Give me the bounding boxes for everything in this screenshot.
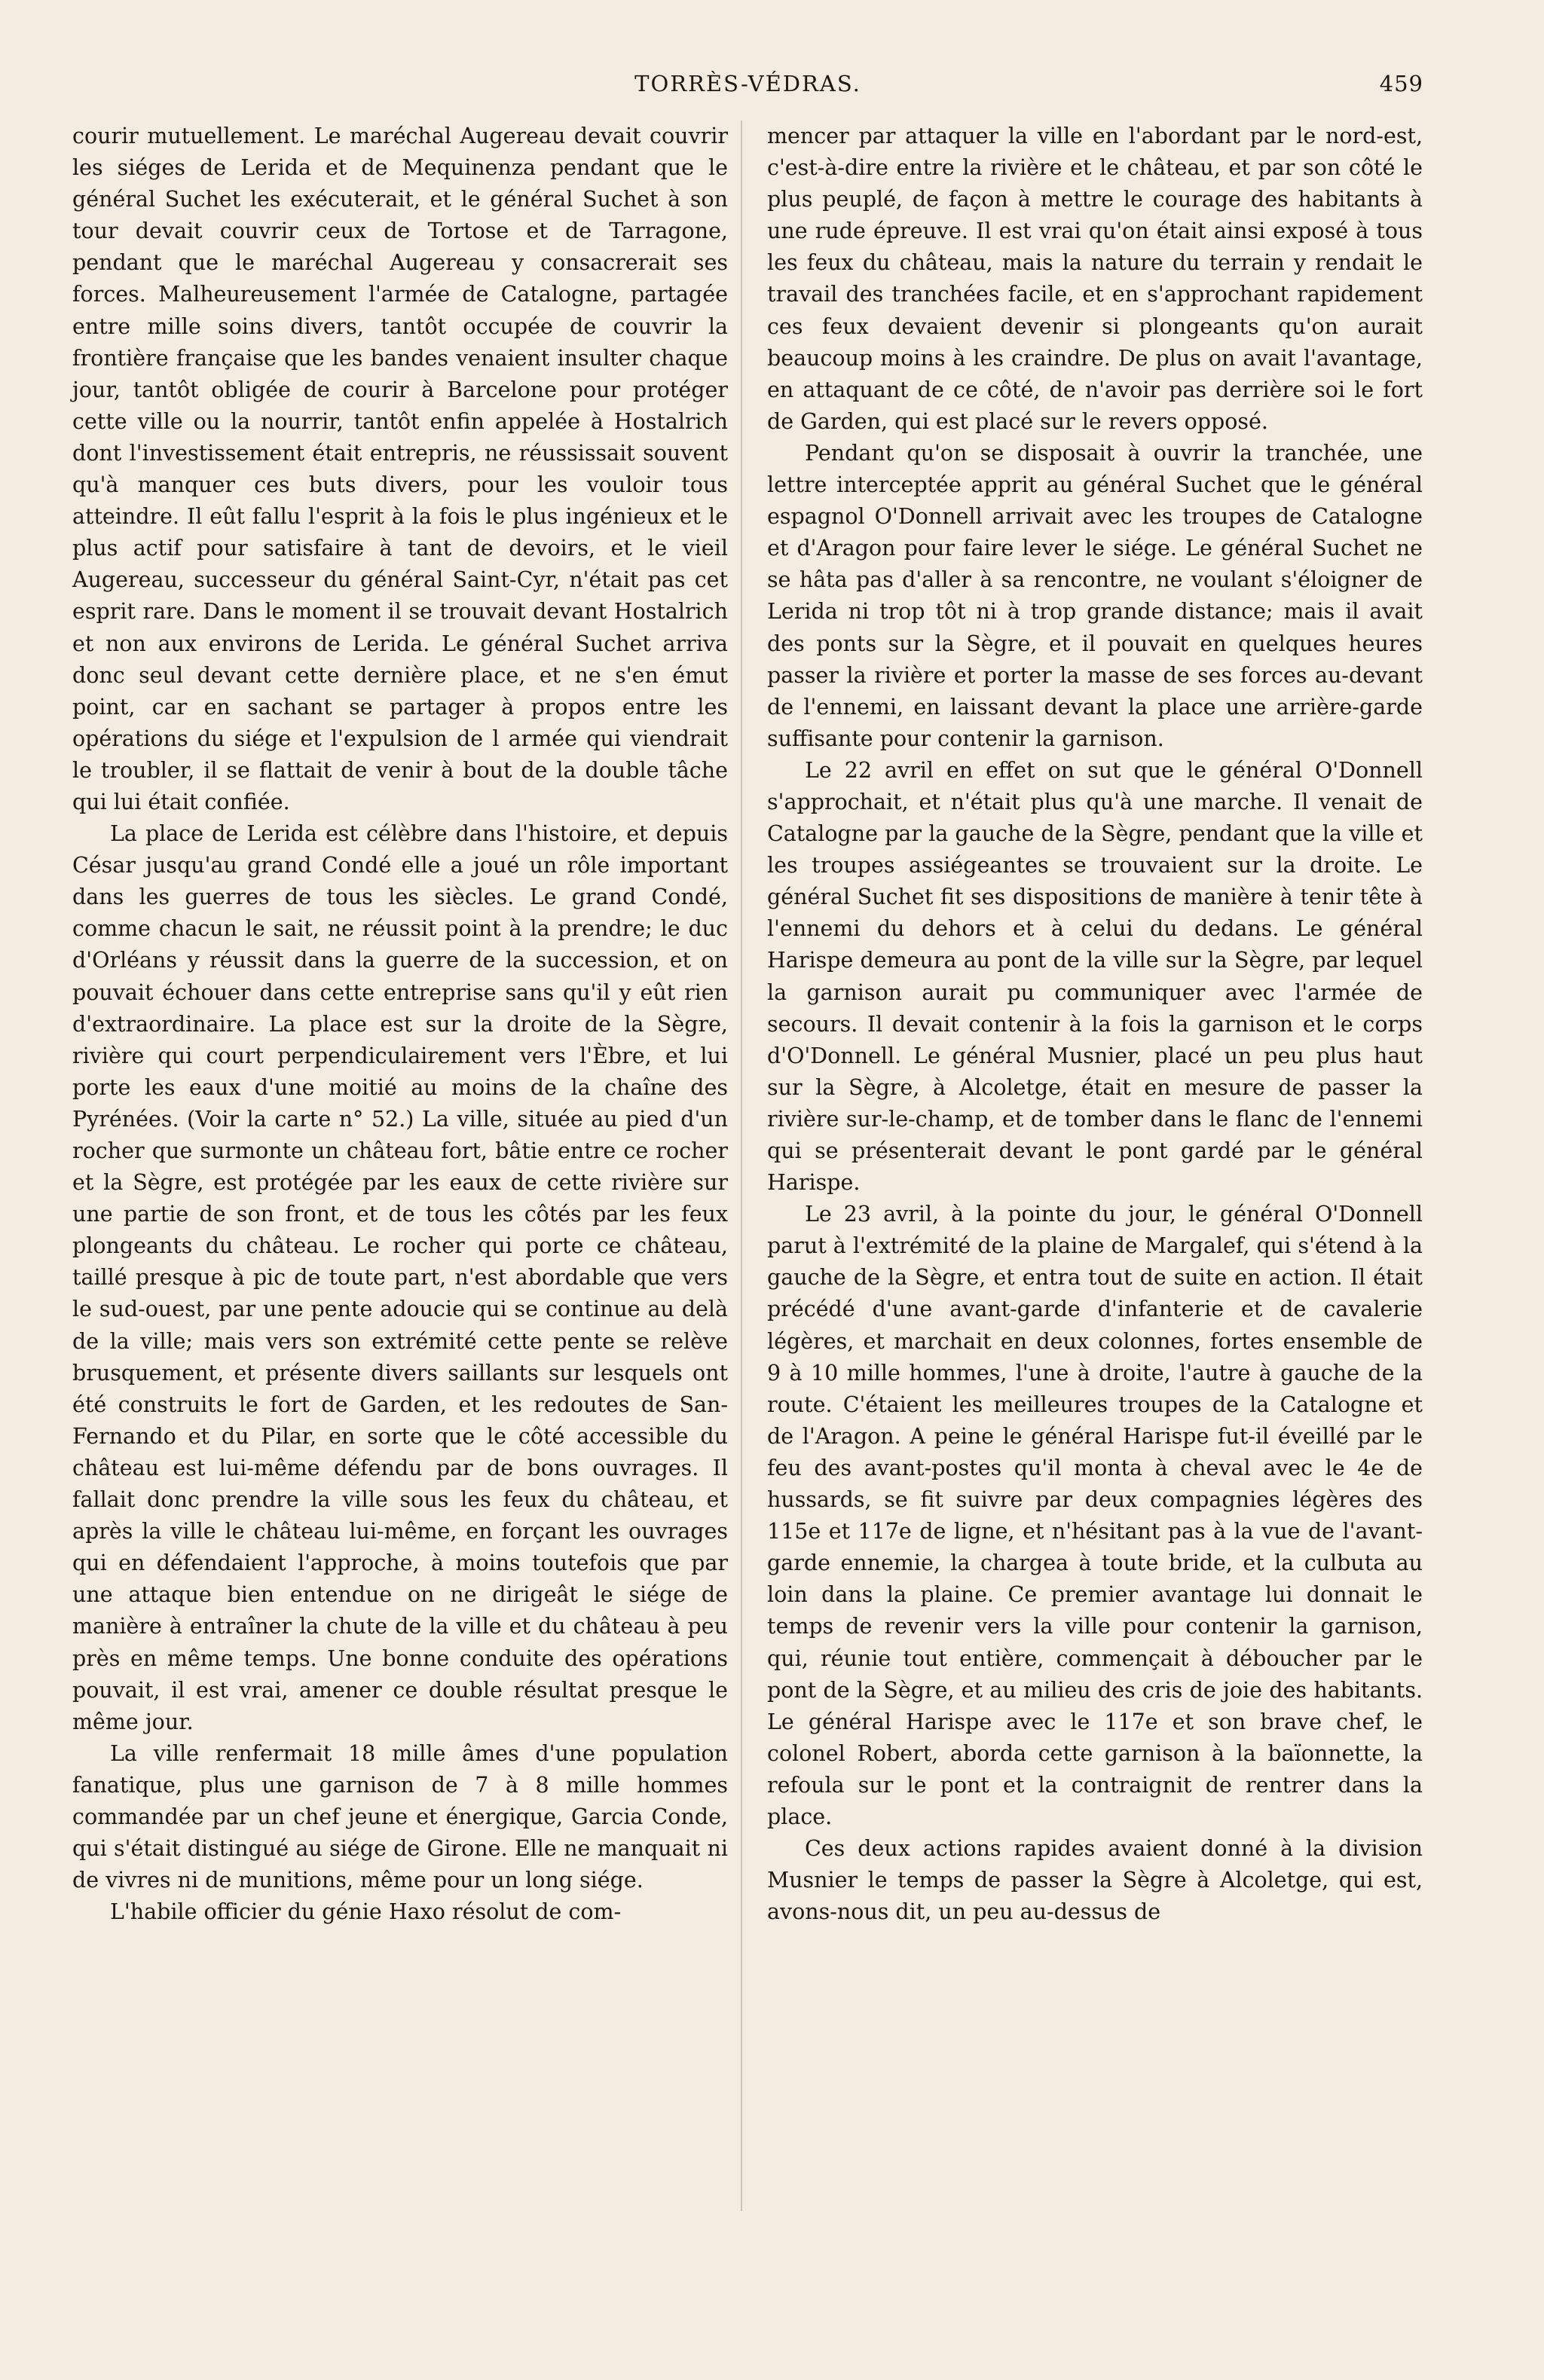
- paragraph: Le 22 avril en effet on sut que le général O'Donnell s'approchait, et n'était plus qu'à une marche. Il venait de Catalogne par la gauche de la Sègre, pendant que la ville et les troupes assiégeantes se trouvaient sur la droite. Le général Suchet fit ses dispositions de manière à tenir tête à l'ennemi du dehors et à celui du dedans. Le général Harispe demeura au pont de la ville sur la Sègre, par lequel la garnison aurait pu communiquer avec l'armée de secours. Il devait contenir à la fois la garnison et le corps d'O'Donnell. Le général Musnier, placé un peu plus haut sur la Sègre, à Alcoletge, était en mesure de passer la rivière sur-le-champ, et de tomber dans le flanc de l'ennemi qui se présenterait devant le pont gardé par le général Harispe.: [767, 757, 1423, 1196]
- running-head: [72, 71, 1423, 105]
- paragraph: La ville renfermait 18 mille âmes d'une population fanatique, plus une garnison de 7 à 8 mille hommes commandée par un chef jeune et énergique, Garcia Conde, qui s'était distingué au siége de Girone. Elle ne manquait ni de vivres ni de munitions, même pour un long siége.: [72, 1740, 728, 1893]
- paragraph: Pendant qu'on se disposait à ouvrir la tranchée, une lettre interceptée apprit au général Suchet que le général espagnol O'Donnell arrivait avec les troupes de Catalogne et d'Aragon pour faire lever le siége. Le général Suchet ne se hâta pas d'aller à sa rencontre, ne voulant s'éloigner de Lerida ni trop tôt ni à trop grande distance; mais il avait des ponts sur la Sègre, et il pouvait en quelques heures passer la rivière et porter la masse de ses forces au-devant de l'ennemi, en laissant devant la place une arrière-garde suffisante pour contenir la garnison.: [767, 440, 1423, 751]
- paragraph: mencer par attaquer la ville en l'abordant par le nord-est, c'est-à-dire entre la rivière et le château, et par son côté le plus peuplé, de façon à mettre le courage des habitants à une rude épreuve. Il est vrai qu'on était ainsi exposé à tous les feux du château, mais la nature du terrain y rendait le travail des tranchées facile, et en s'approchant rapidement ces feux devaient devenir si plongeants qu'on aurait beaucoup moins à les craindre. De plus on avait l'avantage, en attaquant de ce côté, de n'avoir pas derrière soi le fort de Garden, qui est placé sur le revers opposé.: [767, 124, 1423, 434]
- paragraph: courir mutuellement. Le maréchal Augereau devait couvrir les siéges de Lerida et de Mequinenza pendant que le général Suchet les exécuterait, et le général Suchet à son tour devait couvrir ceux de Tortose et de Tarragone, pendant que le maréchal Augereau y consacrerait ses forces. Malheureusement l'armée de Catalogne, partagée entre mille soins divers, tantôt occupée de couvrir la frontière française que les bandes venaient insulter chaque jour, tantôt obligée de courir à Barcelone pour protéger cette ville ou la nourrir, tantôt enfin appelée à Hostalrich dont l'investissement était entrepris, ne réussissait souvent qu'à manquer ces buts divers, pour les vouloir tous atteindre. Il eût fallu l'esprit à la fois le plus ingénieux et le plus actif pour satisfaire à tant de devoirs, et le vieil Augereau, successeur du général Saint-Cyr, n'était pas cet esprit rare. Dans le moment il se trouvait devant Hostalrich et non aux environs de Lerida. Le général Suchet arriva donc seul devant cette dernière place, et ne s'en émut point, car en sachant se partager à propos entre les opérations du siége et l'expulsion de l armée qui viendrait le troubler, il se flattait de venir à bout de la double tâche qui lui était confiée.: [72, 124, 728, 814]
- left-column: [72, 121, 728, 1928]
- paragraph: L'habile officier du génie Haxo résolut de com-: [110, 1899, 622, 1925]
- running-title: TORRÈS-VÉDRAS.: [634, 71, 861, 96]
- paragraph: La place de Lerida est célèbre dans l'histoire, et depuis César jusqu'au grand Condé elle a joué un rôle important dans les guerres de tous les siècles. Le grand Condé, comme chacun le sait, ne réussit point à la prendre; le duc d'Orléans y réussit dans la guerre de la succession, et on pouvait échouer dans cette entreprise sans qu'il y eût rien d'extraordinaire. La place est sur la droite de la Sègre, rivière qui court perpendiculairement vers l'Èbre, et lui porte les eaux d'une moitié au moins de la chaîne des Pyrénées. (Voir la carte n° 52.) La ville, située au pied d'un rocher que surmonte un château fort, bâtie entre ce rocher et la Sègre, est protégée par les eaux de cette rivière sur une partie de son front, et de tous les côtés par les feux plongeants du château. Le rocher qui porte ce château, taillé presque à pic de toute part, n'est abordable que vers le sud-ouest, par une pente adoucie qui se continue au delà de la ville; mais vers son extrémité cette pente se relève brusquement, et présente divers saillants sur lesquels ont été construits le fort de Garden, et les redoutes de San-Fernando et du Pilar, en sorte que le côté accessible du château est lui-même défendu par de bons ouvrages. Il fallait donc prendre la ville sous les feux du château, et après la ville le château lui-même, en forçant les ouvrages qui en défendaient l'approche, à moins toutefois que par une attaque bien entendue on ne dirigeât le siége de manière à entraîner la chute de la ville et du château à peu près en même temps. Une bonne conduite des opérations pouvait, il est vrai, amener ce double résultat presque le même jour.: [72, 821, 728, 1734]
- paragraph: Le 23 avril, à la pointe du jour, le général O'Donnell parut à l'extrémité de la plaine de Margalef, qui s'étend à la gauche de la Sègre, et entra tout de suite en action. Il était précédé d'une avant-garde d'infanterie et de cavalerie légères, et marchait en deux colonnes, fortes ensemble de 9 à 10 mille hommes, l'une à droite, l'autre à gauche de la route. C'étaient les meilleures troupes de la Catalogne et de l'Aragon. A peine le général Harispe fut-il éveillé par le feu des avant-postes qu'il monta à cheval avec le 4e de hussards, se fit suivre par deux compagnies légères des 115e et 117e de ligne, et n'hésitant pas à la vue de l'avant-garde ennemie, la chargea à toute bride, et la culbuta au loin dans la plaine. Ce premier avantage lui donnait le temps de revenir vers la ville pour contenir la garnison, qui, réunie tout entière, commençait à déboucher par le pont de la Sègre, et au milieu des cris de joie des habitants. Le général Harispe avec le 117e et son brave chef, le colonel Robert, aborda cette garnison à la baïonnette, la refoula sur le pont et la contraignit de rentrer dans la place.: [767, 1202, 1423, 1829]
- page-number: 459: [1379, 71, 1423, 96]
- paragraph: Ces deux actions rapides avaient donné à la division Musnier le temps de passer la Sègre à Alcoletge, qui est, avons-nous dit, un peu au-dessus de: [767, 1836, 1423, 1925]
- column-divider: [741, 121, 742, 2211]
- right-column: [767, 121, 1423, 1928]
